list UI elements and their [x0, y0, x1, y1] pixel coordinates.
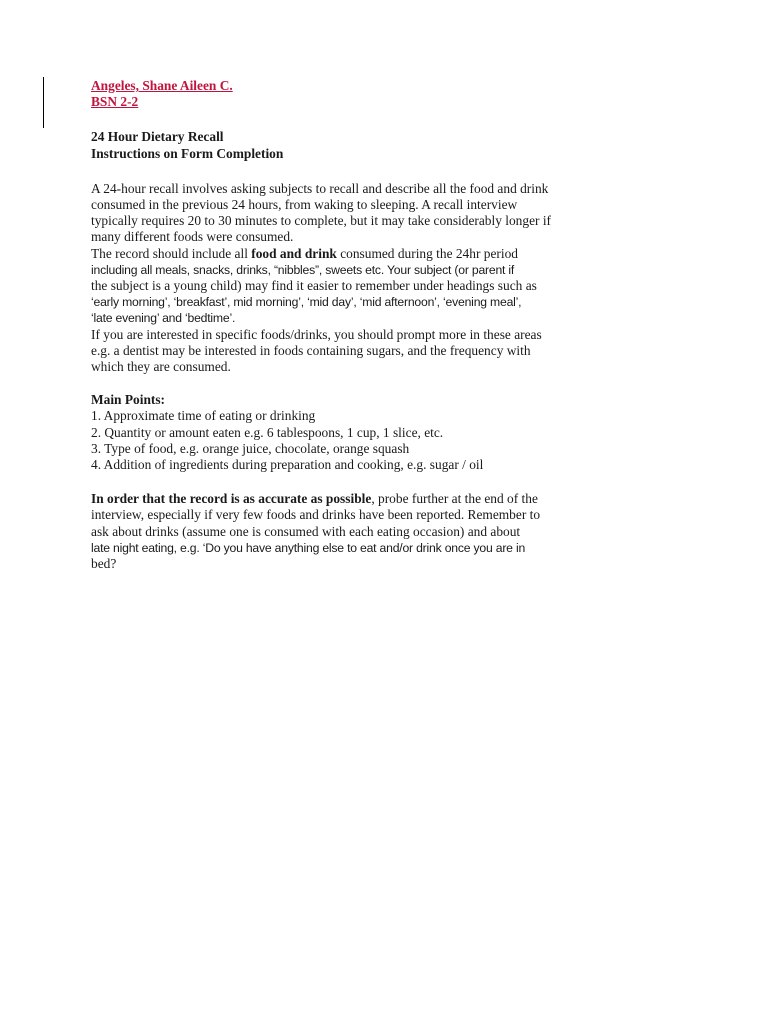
- intro-p3-line: e.g. a dentist may be interested in foods containing sugars, and the frequency with: [91, 342, 531, 358]
- intro-p2-emphasis: food and drink: [251, 245, 337, 261]
- intro-p2-line: ‘late evening’ and ‘bedtime’.: [91, 311, 236, 326]
- intro-section: [91, 181, 591, 375]
- main-point-item: 3. Type of food, e.g. orange juice, chocolate, orange squash: [91, 440, 410, 456]
- author-name: Angeles, Shane Aileen C.: [91, 78, 233, 93]
- intro-p2-text: The record should include all: [91, 245, 252, 261]
- intro-p2-first-line: [91, 246, 591, 262]
- accuracy-line: late night eating, e.g. ‘Do you have anything else to eat and/or drink once you are in: [91, 540, 526, 555]
- main-points-heading: Main Points:: [91, 392, 166, 408]
- intro-p2-line: including all meals, snacks, drinks, “nibbles”, sweets etc. Your subject (or parent if: [91, 262, 515, 277]
- intro-p1-line: A 24-hour recall involves asking subjects to recall and describe all the food and drink: [91, 180, 549, 196]
- intro-p2-line: the subject is a young child) may find it easier to remember under headings such as: [91, 278, 537, 294]
- accuracy-line: bed?: [91, 556, 117, 572]
- intro-p1-line: consumed in the previous 24 hours, from waking to sleeping. A recall interview: [91, 197, 518, 213]
- accuracy-section: [91, 491, 591, 572]
- intro-p3-line: If you are interested in specific foods/drinks, you should prompt more in these areas: [91, 326, 542, 342]
- accuracy-line: ask about drinks (assume one is consumed with each eating occasion) and about: [91, 523, 521, 539]
- main-points-section: [91, 392, 591, 473]
- accuracy-first-line: [91, 491, 591, 507]
- intro-p1-line: many different foods were consumed.: [91, 229, 294, 245]
- revision-change-bar: [43, 77, 44, 128]
- intro-p2-line: ‘early morning’, ‘breakfast’, mid morning’, ‘mid day’, ‘mid afternoon’, ‘evening meal’,: [91, 295, 522, 310]
- accuracy-line: interview, especially if very few foods and drinks have been reported. Remember to: [91, 507, 541, 523]
- document-subtitle: Instructions on Form Completion: [91, 145, 284, 161]
- accuracy-text: , probe further at the end of the: [371, 491, 538, 507]
- main-point-item: 2. Quantity or amount eaten e.g. 6 tablespoons, 1 cup, 1 slice, etc.: [91, 424, 444, 440]
- intro-p3-line: which they are consumed.: [91, 359, 231, 375]
- main-point-item: 4. Addition of ingredients during preparation and cooking, e.g. sugar / oil: [91, 457, 484, 473]
- main-point-item: 1. Approximate time of eating or drinking: [91, 408, 316, 424]
- document-title: 24 Hour Dietary Recall: [91, 129, 224, 145]
- author-section: BSN 2-2: [91, 94, 139, 110]
- intro-p2-text: consumed during the 24hr period: [336, 245, 518, 261]
- document-page: [91, 78, 591, 572]
- intro-p1-line: typically requires 20 to 30 minutes to complete, but it may take considerably longer if: [91, 213, 552, 229]
- accuracy-emphasis: In order that the record is as accurate as possible: [91, 491, 372, 507]
